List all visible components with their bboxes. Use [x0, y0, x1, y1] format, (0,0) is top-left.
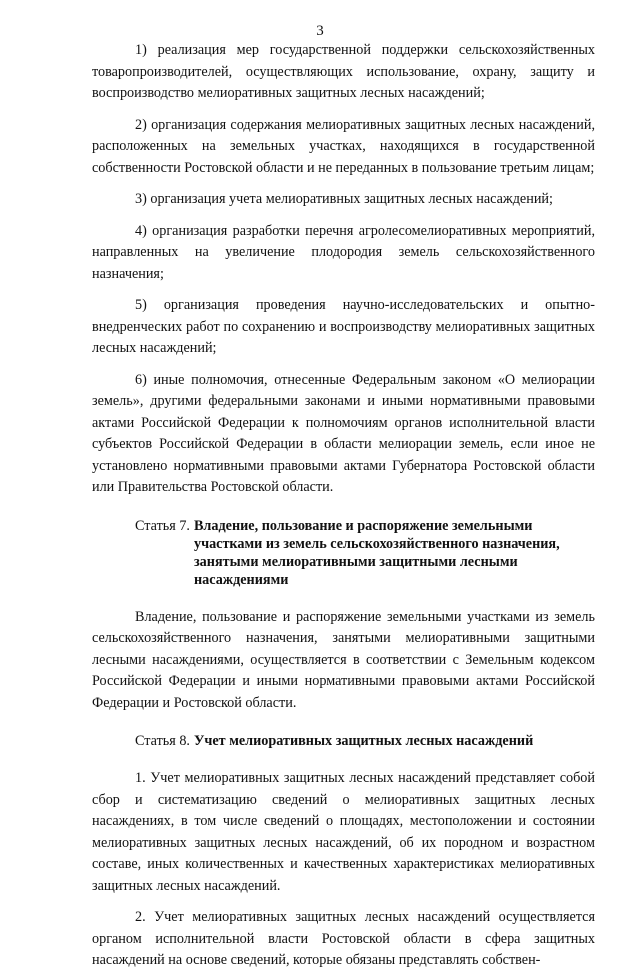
article-8-heading	[135, 732, 595, 750]
list-item-5: 5) организация проведения научно-исследовательских и опытно-внедренческих работ по сохранению и воспроизводству мелиоративных защитных лесных насаждений;	[92, 297, 595, 356]
page-number: 3	[316, 23, 324, 39]
article-7-number: Статья 7.	[135, 517, 190, 534]
document-body	[92, 40, 595, 972]
list-item-3: 3) организация учета мелиоративных защитных лесных насаждений;	[135, 191, 553, 207]
article-7-heading	[135, 517, 595, 589]
list-item-1: 1) реализация мер государственной поддержки сельскохозяйственных товаропроизводителей, осуществляющих использование, охрану, защиту и воспроизводство мелиоративных защитных лесных насаждений;	[92, 42, 595, 101]
article-8-paragraph-1: 1. Учет мелиоративных защитных лесных насаждений представляет собой сбор и систематизацию сведений о мелиоративных защитных лесных насаждениях, в том числе сведений о площадях, местоположении и состоянии мелиоративных защитных лесных насаждений, об их породном и возрастном составе, иных количественных и качественных характеристиках мелиоративных защитных лесных насаждений.	[92, 770, 595, 894]
article-8-paragraph-2: 2. Учет мелиоративных защитных лесных насаждений осуществляется органом исполнительной власти Ростовской области в сфера защитных насаждений на основе сведений, которые обязаны представлять собствен-	[92, 909, 595, 968]
article-8-title: Учет мелиоративных защитных лесных насаждений	[193, 733, 534, 749]
article-7-body: Владение, пользование и распоряжение земельными участками из земель сельскохозяйственного назначения, занятыми мелиоративными защитными лесными насаждениями, осуществляется в соответствии с Земельным кодексом Российской Федерации и иными нормативными правовыми актами Российской Федерации и Ростовской области.	[92, 608, 595, 711]
list-item-6: 6) иные полномочия, отнесенные Федеральным законом «О мелиорации земель», другими федеральными законами и иными нормативными правовыми актами Российской Федерации к полномочиям органов исполнительной власти субъектов Российской Федерации в области мелиорации земель, если иное не установлено нормативными правовыми актами Губернатора Ростовской области или Правительства Ростовской области.	[92, 371, 595, 495]
article-8-number: Статья 8.	[135, 733, 190, 749]
list-item-4: 4) организация разработки перечня агролесомелиоративных мероприятий, направленных на увеличение плодородия земель сельскохозяйственного назначения;	[92, 222, 595, 282]
list-item-2: 2) организация содержания мелиоративных защитных лесных насаждений, расположенных на земельных участках, находящихся в государственной собственности Ростовской области и не переданных в пользование третьим лицам;	[92, 116, 595, 176]
article-7-title: Владение, пользование и распоряжение земельными участками из земель сельскохозяйственного назначения, занятыми мелиоративными защитными лесными насаждениями	[193, 517, 560, 588]
